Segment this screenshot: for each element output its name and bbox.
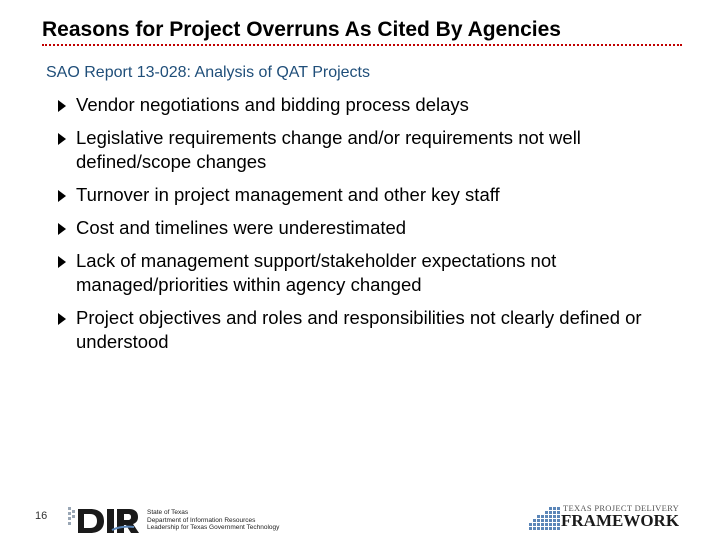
framework-logo xyxy=(527,503,687,533)
bullet-arrow-icon xyxy=(58,100,66,112)
bullet-text: Turnover in project management and other key staff xyxy=(76,184,500,205)
list-item xyxy=(58,93,688,117)
bullet-arrow-icon xyxy=(58,313,66,325)
list-item xyxy=(58,306,688,354)
dir-line: Department of Information Resources xyxy=(147,516,256,524)
bullet-text: Vendor negotiations and bidding process delays xyxy=(76,94,469,115)
bullet-arrow-icon xyxy=(58,256,66,268)
title-divider xyxy=(42,44,682,46)
bullet-arrow-icon xyxy=(58,223,66,235)
slide-subtitle: SAO Report 13-028: Analysis of QAT Projects xyxy=(46,64,370,81)
list-item xyxy=(58,249,688,297)
page-number: 16 xyxy=(35,510,48,522)
slide-title: Reasons for Project Overruns As Cited By Agencies xyxy=(42,18,561,41)
dir-line: Leadership for Texas Government Technology xyxy=(147,524,280,531)
list-item xyxy=(58,183,688,207)
dir-logo xyxy=(68,503,142,535)
list-item xyxy=(58,126,688,174)
framework-logo-wordmark: FRAMEWORK xyxy=(561,511,680,530)
dir-line: State of Texas xyxy=(147,509,189,516)
bullet-text: Cost and timelines were underestimated xyxy=(76,217,407,238)
dir-agency-text xyxy=(147,509,279,532)
bullet-list xyxy=(58,93,688,363)
list-item xyxy=(58,216,688,240)
bullet-text: Project objectives and roles and responsibilities not clearly defined or understood xyxy=(76,307,642,352)
bullet-arrow-icon xyxy=(58,133,66,145)
framework-logo-tagline: TEXAS PROJECT DELIVERY xyxy=(563,503,680,513)
bullet-text: Legislative requirements change and/or requirements not well defined/scope changes xyxy=(76,127,581,172)
bullet-text: Lack of management support/stakeholder expectations not managed/priorities within agency changed xyxy=(76,250,557,295)
bullet-arrow-icon xyxy=(58,190,66,202)
framework-grid-icon xyxy=(527,505,561,533)
